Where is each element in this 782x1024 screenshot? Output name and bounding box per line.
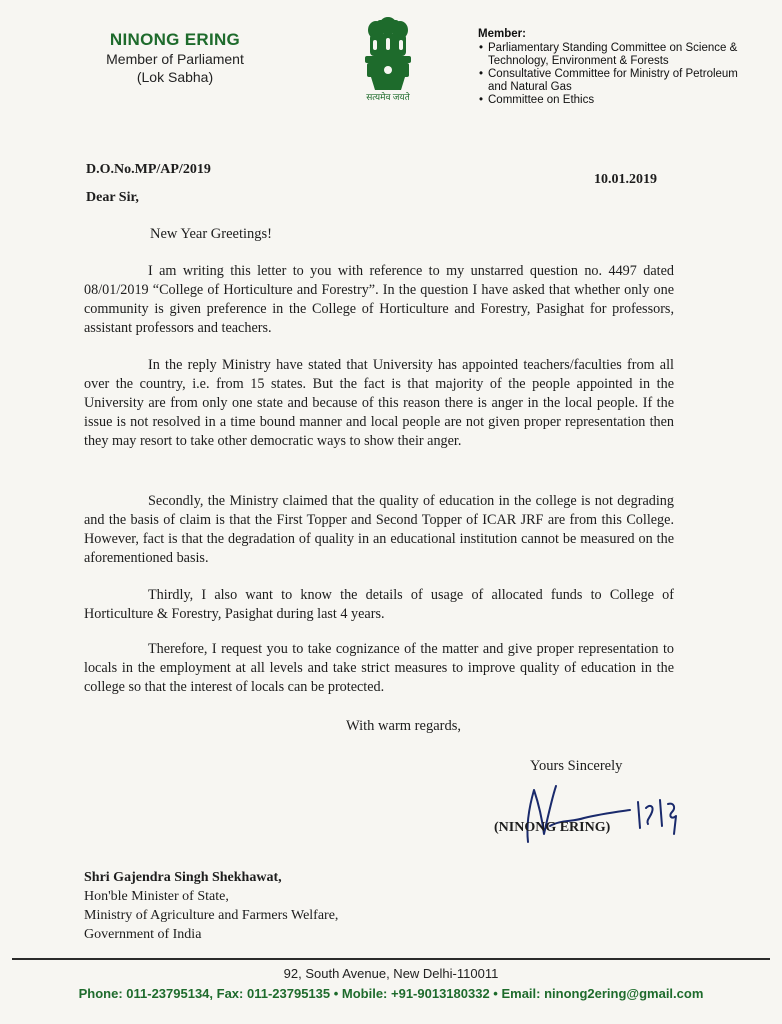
body-paragraph: Thirdly, I also want to know the details of usage of allocated funds to College of Horticulture & Forestry, Pasighat during last 4 years. (84, 587, 674, 622)
footer-contacts: Phone: 011-23795134, Fax: 011-23795135 • Mobile: +91-9013180332 • Email: ninong2ering@gmail.com (78, 986, 704, 1001)
committee-item: • Parliamentary Standing Committee on Science & Technology, Environment & Forests (488, 42, 748, 68)
closing: With warm regards, (346, 718, 461, 734)
greeting: New Year Greetings! (150, 226, 273, 242)
committee-item: • Committee on Ethics (488, 94, 748, 107)
recipient-title: Hon'ble Minister of State, (84, 889, 229, 904)
signatory-name: (NINONG ERING) (494, 820, 611, 835)
footer-divider (12, 958, 770, 960)
recipient-government: Government of India (84, 927, 202, 942)
footer-address: 92, South Avenue, New Delhi-110011 (283, 966, 499, 981)
body-paragraph: I am writing this letter to you with reference to my unstarred question no. 4497 dated 08/01/2019 “College of Horticulture and Forestry”. In the question I have asked that whether only one community is given preference in the College of Horticulture and Forestry, Pasighat for professors, assistant professors and teachers. (84, 263, 674, 336)
sender-name: NINONG ERING (109, 30, 241, 49)
salutation: Dear Sir, (86, 190, 139, 205)
body-paragraph: Therefore, I request you to take cognizance of the matter and give proper representation to locals in the employment at all levels and take strict measures to improve quality of education in the college so that the interest of locals can be protected. (84, 641, 674, 695)
recipient-block (84, 868, 338, 944)
committee-list (478, 42, 748, 107)
letterhead-sender (80, 30, 270, 86)
reference-number: D.O.No.MP/AP/2019 (86, 162, 211, 177)
handwritten-signature (490, 768, 690, 848)
committee-item: • Consultative Committee for Ministry of Petroleum and Natural Gas (488, 68, 748, 94)
body-paragraph: In the reply Ministry have stated that University has appointed teachers/faculties from all over the country, i.e. from 15 states. But the fact is that majority of the people appointed in the University are from only one state and because of this reason there is anger in the local people. If the issue is not resolved in a time bound manner and local people are not given proper representation then they may resort to take other democratic ways to show their anger. (84, 357, 674, 449)
lion-capital-icon (357, 12, 419, 92)
sign-off: Yours Sincerely (530, 758, 623, 774)
emblem-motto: सत्यमेव जयते (366, 92, 410, 102)
sender-role: Member of Parliament (106, 51, 244, 67)
member-title: Member: (478, 28, 526, 40)
letter-date: 10.01.2019 (594, 172, 657, 187)
national-emblem (348, 12, 428, 108)
committee-membership (478, 28, 748, 107)
recipient-ministry: Ministry of Agriculture and Farmers Welfare, (84, 908, 339, 923)
body-paragraph: Secondly, the Ministry claimed that the quality of education in the college is not degrading and the basis of claim is that the First Topper and Second Topper of ICAR JRF are from this College. However, fact is that the degradation of quality in an educational institution cannot be measured on the aforementioned basis. (84, 493, 674, 566)
sender-house: (Lok Sabha) (136, 69, 214, 85)
recipient-name: Shri Gajendra Singh Shekhawat, (84, 870, 282, 885)
